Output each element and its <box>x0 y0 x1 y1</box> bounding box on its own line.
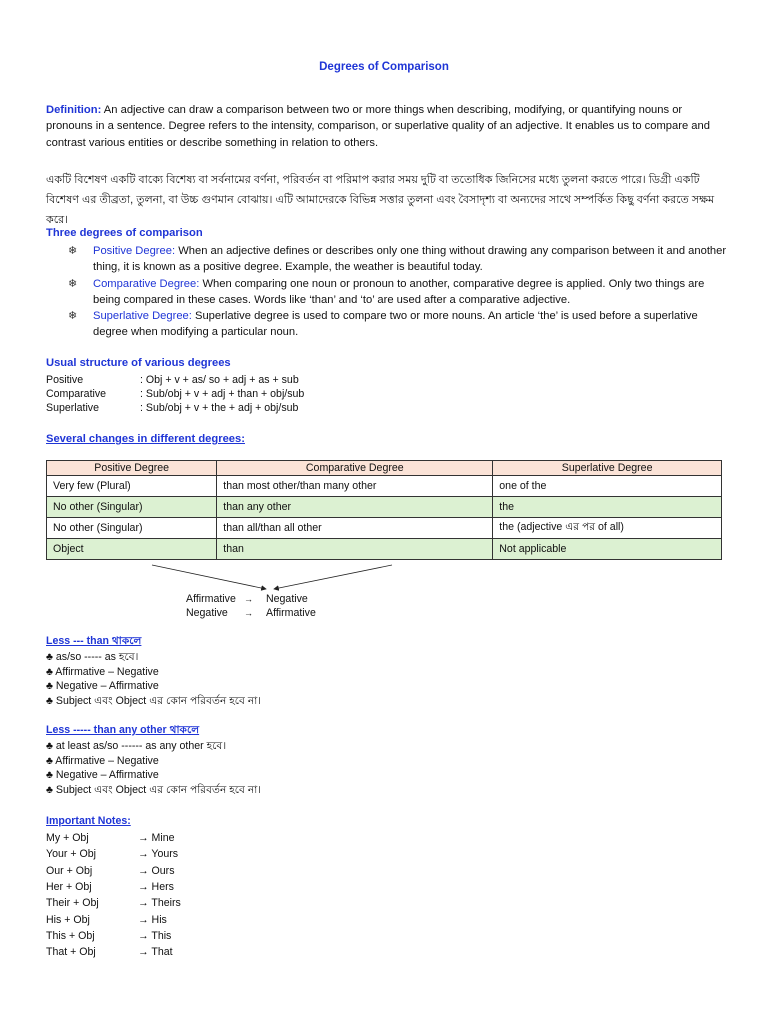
note-row <box>46 864 175 878</box>
note-value: → Mine <box>138 832 175 844</box>
changes-table <box>46 460 722 560</box>
table-cell: the <box>493 497 722 518</box>
swap-row <box>186 606 316 620</box>
list-item: ♣ Negative – Affirmative <box>46 680 159 692</box>
note-row <box>46 945 173 959</box>
table-row <box>47 539 722 560</box>
table-cell: than <box>217 539 493 560</box>
note-key: Her + Obj <box>46 881 92 893</box>
list-item: ♣ Affirmative – Negative <box>46 666 159 678</box>
structure-key: Comparative <box>46 388 107 400</box>
less-than-heading: Less --- than থাকলে <box>46 635 142 647</box>
structure-value: : Sub/obj + v + the + adj + obj/sub <box>140 402 299 414</box>
structure-key: Positive <box>46 374 84 386</box>
table-row <box>47 497 722 518</box>
list-item: ♣ Subject এবং Object এর কোন পরিবর্তন হবে না। <box>46 695 262 707</box>
swap-from: Affirmative <box>186 593 236 605</box>
table-cell: the (adjective এর পর of all) <box>493 518 722 539</box>
note-key: His + Obj <box>46 914 90 926</box>
converging-arrows-icon <box>0 560 768 596</box>
changes-heading: Several changes in different degrees: <box>46 433 245 445</box>
table-cell: No other (Singular) <box>47 518 217 539</box>
table-cell: No other (Singular) <box>47 497 217 518</box>
note-row <box>46 929 171 943</box>
important-notes-heading: Important Notes: <box>46 815 131 827</box>
table-row <box>47 518 722 539</box>
swap-from: Negative <box>186 607 228 619</box>
table-header-cell: Comparative Degree <box>217 461 493 476</box>
degree-bullet-comparative <box>68 276 728 309</box>
degree-text: When an adjective defines or describes only one thing without drawing any comparison between it and another thing, it is known as a positive degree. Example, the weather is beautiful today. <box>93 245 727 274</box>
note-value: → Ours <box>138 865 175 877</box>
degree-text: When comparing one noun or pronoun to another, comparative degree is applied. Only two things are being compared in these cases. Words like ‘than’ and ‘to’ are used after a comparative adjective. <box>93 278 705 307</box>
swap-row <box>186 592 308 606</box>
snowflake-bullet-icon: ❄ <box>68 245 78 257</box>
list-item: ♣ as/so ----- as হবে। <box>46 651 139 663</box>
table-cell: one of the <box>493 476 722 497</box>
structure-row <box>46 387 304 401</box>
definition-label: Definition: <box>46 104 102 116</box>
page-title: Degrees of Comparison <box>319 61 449 73</box>
snowflake-bullet-icon: ❄ <box>68 310 78 322</box>
degree-text: Superlative degree is used to compare two or more nouns. An article ‘the’ is used before a superlative degree when modifying a particular noun. <box>93 310 698 339</box>
table-header-row <box>47 461 722 476</box>
note-key: Our + Obj <box>46 865 93 877</box>
right-arrow-icon: → <box>244 594 253 604</box>
list-item: ♣ at least as/so ------ as any other হবে। <box>46 740 227 752</box>
note-key: My + Obj <box>46 832 89 844</box>
less-than-any-heading: Less ----- than any other থাকলে <box>46 724 200 736</box>
structure-heading: Usual structure of various degrees <box>46 357 231 369</box>
table-cell: Very few (Plural) <box>47 476 217 497</box>
table-header-cell: Superlative Degree <box>493 461 722 476</box>
table-cell: than all/than all other <box>217 518 493 539</box>
bangla-paragraph: একটি বিশেষণ একটি বাক্যে বিশেষ্য বা সর্বনামের বর্ণনা, পরিবর্তন বা পরিমাপ করার সময় দুটি বা ততোধিক জিনিসের মধ্যে তুলনা করতে পারে। ডিগ্রী একটি বিশেষণ এর তীব্রতা, তুলনা, বা উচ্চ গুণমান বোঝায়। এটি আমাদেরকে বিভিন্ন সত্তার তুলনা এবং বৈসাদৃশ্য বা অন্যদের সাথে সম্পর্কিত কিছু বর্ণনা করতে সক্ষম করে। <box>46 174 715 226</box>
structure-value: : Sub/obj + v + adj + than + obj/sub <box>140 388 305 400</box>
structure-value: : Obj + v + as/ so + adj + as + sub <box>140 374 299 386</box>
table-header-cell: Positive Degree <box>47 461 217 476</box>
table-cell: than any other <box>217 497 493 518</box>
note-value: → This <box>138 930 172 942</box>
note-row <box>46 831 175 845</box>
list-item: ♣ Negative – Affirmative <box>46 769 159 781</box>
table-cell: than most other/than many other <box>217 476 493 497</box>
note-value: → Theirs <box>138 897 181 909</box>
structure-key: Superlative <box>46 402 99 414</box>
snowflake-bullet-icon: ❄ <box>68 278 78 290</box>
degree-bullet-superlative <box>68 308 728 341</box>
note-value: → That <box>138 946 173 958</box>
swap-to: Negative <box>266 593 308 605</box>
swap-to: Affirmative <box>266 607 316 619</box>
note-value: → Yours <box>138 848 179 860</box>
note-row <box>46 847 178 861</box>
right-arrow-icon: → <box>244 608 253 618</box>
structure-row <box>46 373 299 387</box>
table-cell: Not applicable <box>493 539 722 560</box>
note-key: That + Obj <box>46 946 96 958</box>
list-item: ♣ Subject এবং Object এর কোন পরিবর্তন হবে না। <box>46 784 262 796</box>
table-cell: Object <box>47 539 217 560</box>
note-key: Your + Obj <box>46 848 96 860</box>
note-row <box>46 880 174 894</box>
degree-label: Positive Degree: <box>93 245 176 257</box>
three-degrees-heading: Three degrees of comparison <box>46 227 203 239</box>
degree-label: Comparative Degree: <box>93 278 200 290</box>
list-item: ♣ Affirmative – Negative <box>46 755 159 767</box>
table-row <box>47 476 722 497</box>
note-key: This + Obj <box>46 930 95 942</box>
note-value: → His <box>138 914 167 926</box>
degree-bullet-positive <box>68 243 728 276</box>
definition-text: An adjective can draw a comparison between two or more things when describing, modifying, or quantifying nouns or pronouns in a sentence. Degree refers to the intensity, comparison, or superlative quality of an adjective. It enables us to compare and contrast various entities or describe something in relation to others. <box>46 104 710 149</box>
structure-row <box>46 401 298 415</box>
note-value: → Hers <box>138 881 174 893</box>
degree-label: Superlative Degree: <box>93 310 192 322</box>
note-key: Their + Obj <box>46 897 99 909</box>
note-row <box>46 913 167 927</box>
note-row <box>46 896 181 910</box>
definition-paragraph <box>46 102 726 151</box>
